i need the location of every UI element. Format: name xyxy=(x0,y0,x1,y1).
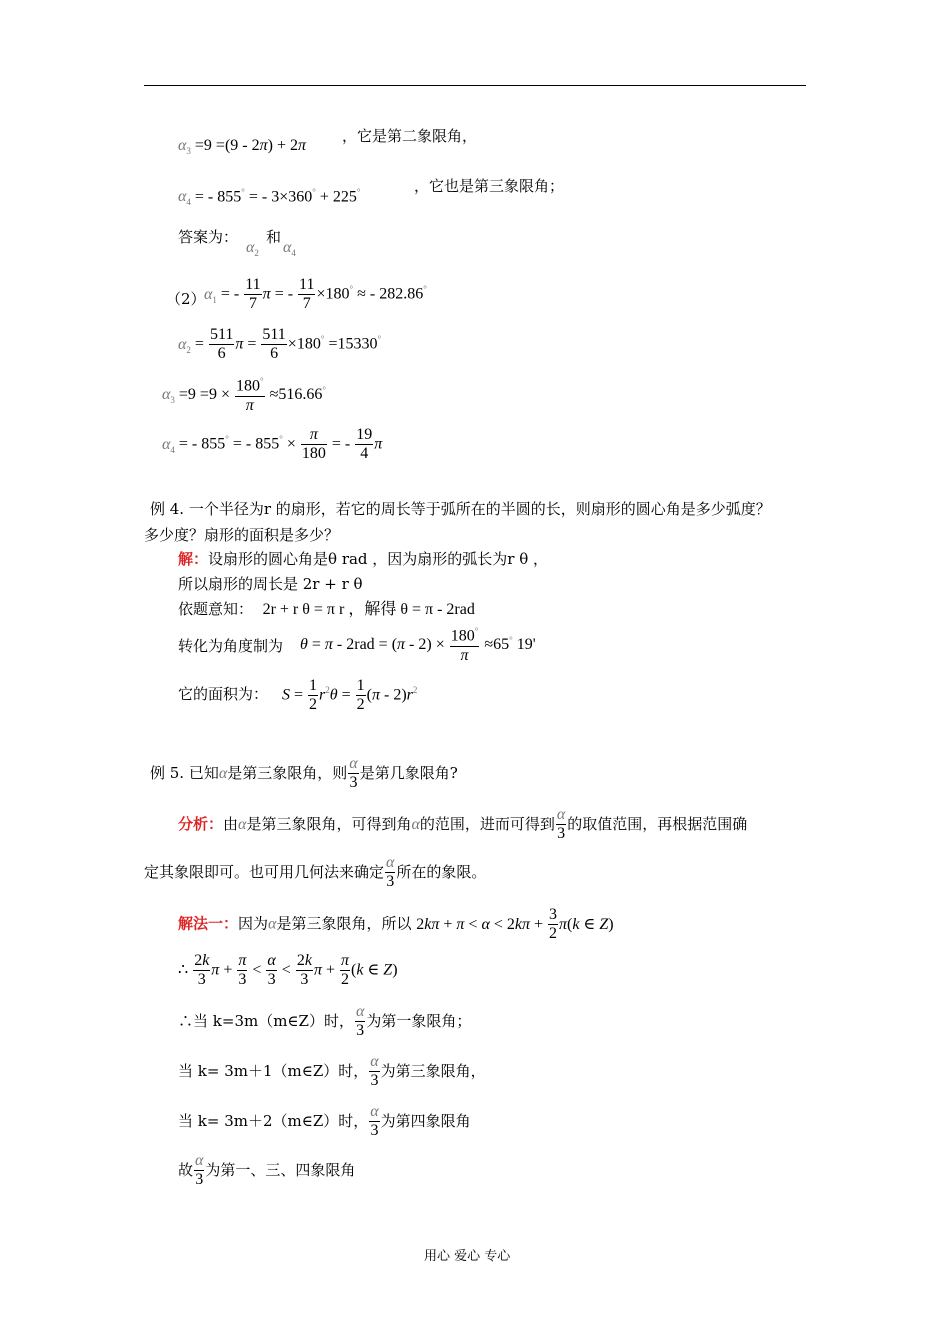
ex5-method-line: 解法一：因为α是第三象限角，所以 2kπ + π < α < 2kπ + $\frac{3}{2}$ π(k ∈ Z) xyxy=(178,906,614,943)
header-rule xyxy=(144,85,806,86)
ex5-conclusion: 故 $\frac{\alpha}{3}$ 为第一、三、四象限角 xyxy=(178,1152,356,1189)
ex5-inequality: ∴ $\frac{2k}{3}$ π + $\frac{\pi}{3}$ < $\frac{\alpha}{3}$ < $\frac{2k}{3}$ π + $\frac{\pi}{2}$ (k ∈ Z) xyxy=(178,952,398,989)
ex4-solution-line3: 依题意知： 2r + r θ = π r ，解得 θ = π - 2rad xyxy=(178,600,475,618)
ex5-title: 例 5. 已知α是第三象限角，则 $\frac{\alpha}{3}$ 是第几象限角? xyxy=(150,755,458,792)
answer-and: 和 xyxy=(266,228,282,246)
ex4-solution-line4-label: 转化为角度制为 xyxy=(178,637,284,655)
ex4-title-line1: 例 4. 一个半径为r 的扇形，若它的周长等于弧所在的半圆的长，则扇形的圆心角是多少弧度？ xyxy=(150,500,771,518)
ex5-analysis-label: 分析： xyxy=(178,814,224,833)
answer-alpha4: $\alpha_4$ xyxy=(283,239,296,259)
ex4-area-formula: S = $\frac{1}{2}$ $r^2\theta$ = $\frac{1}{2}$ $(\pi - 2)r^2$ xyxy=(282,677,418,714)
alpha3-note: ，它是第二象限角， xyxy=(342,127,478,145)
ex5-case2: 当 k= 3m＋1（m∈Z）时， $\frac{\alpha}{3}$ 为第三象限角， xyxy=(178,1053,486,1090)
alpha4-convert: $\alpha_4$ = - 855° = - 855° × $\frac{\pi}{180}$ = - $\frac{19}{4}$ π xyxy=(162,426,383,463)
ex4-degree-conversion: θ = π - 2rad = (π - 2) × $\frac{180^\circ}{\pi}$ ≈65° 19' xyxy=(300,626,536,664)
alpha3-convert: $\alpha_3 =9 =9$ × $\frac{180^\circ}{\pi}$ ≈516.66° xyxy=(162,376,326,414)
part2-label: （2） xyxy=(166,290,206,308)
ex5-case3: 当 k= 3m＋2（m∈Z）时， $\frac{\alpha}{3}$ 为第四象限角 xyxy=(178,1103,471,1140)
ex5-case1: ∴当 k=3m（m∈Z）时， $\frac{\alpha}{3}$ 为第一象限角； xyxy=(178,1003,472,1040)
ex4-solution-label: 解： xyxy=(178,550,209,568)
ex5-analysis-line2: 定其象限即可。也可用几何法来确定 $\frac{\alpha}{3}$ 所在的象限。 xyxy=(144,854,487,891)
ex4-solution-line5-label: 它的面积为： xyxy=(178,685,269,703)
page-footer: 用心 爱心 专心 xyxy=(424,1249,511,1264)
alpha4-note: ，它也是第三象限角； xyxy=(414,177,565,195)
ex5-method-label: 解法一： xyxy=(178,914,239,933)
alpha3-equation: $\alpha_3 =9 =(9 - 2\pi) + 2\pi$ xyxy=(178,137,306,157)
answer-label: 答案为： xyxy=(178,228,239,246)
alpha1-equation: $\alpha_1$ = - $\frac{11}{7}$ π = - $\frac{11}{7}$ ×180° ≈ - 282.86° xyxy=(204,276,427,313)
alpha4-equation: $\alpha_4$ = - 855° = - 3×360° + 225° xyxy=(178,187,361,208)
answer-alpha2: $\alpha_2$ xyxy=(246,239,259,259)
alpha2-equation: $\alpha_2$ = $\frac{511}{6}$ π = $\frac{511}{6}$ ×180° =15330° xyxy=(178,326,382,363)
ex4-solution-line1: 解：设扇形的圆心角是θ rad ，因为扇形的弧长为r θ ， xyxy=(178,550,549,568)
ex4-title-line2: 多少度？扇形的面积是多少？ xyxy=(144,526,340,544)
ex4-solution-line2: 所以扇形的周长是 2r + r θ xyxy=(178,575,363,593)
ex5-analysis-line1: 分析：由α是第三象限角，可得到角α的范围，进而可得到 $\frac{\alpha}{3}$ 的取值范围，再根据范围确 xyxy=(178,806,748,843)
